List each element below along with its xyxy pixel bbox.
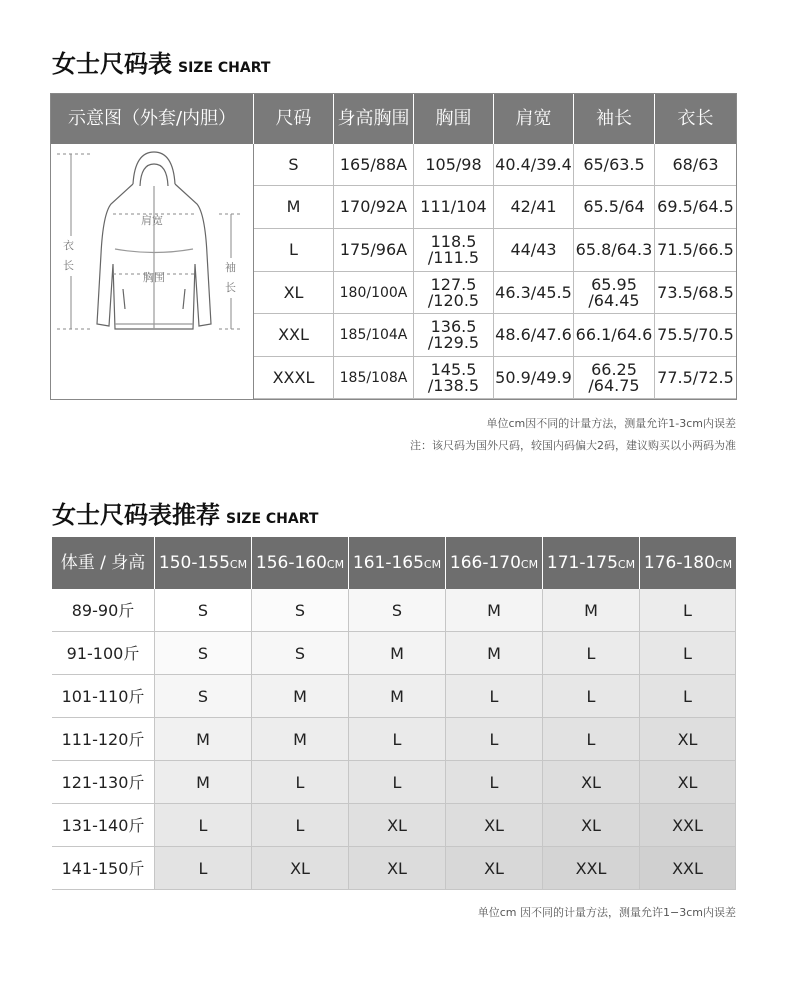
length-label: 衣 长 [63,236,74,276]
size-recommendation-title [52,495,318,530]
header-height-range [252,537,349,589]
header-height-chest: 身高胸围 [334,94,414,144]
weight-label: 91-100斤 [52,632,155,675]
size-cell: 50.9/49.9 [494,357,574,399]
size-cell: 65/63.5 [574,144,655,186]
weight-label: 141-150斤 [52,847,155,890]
table-header-row [52,537,736,589]
size-recommendation-table [52,537,736,889]
recommended-size: S [155,632,252,675]
unit-text: CM [617,558,636,571]
size-cell: 40.4/39.4 [494,144,574,186]
recommended-size: M [446,589,543,632]
size-cell: 145.5 /138.5 [414,357,494,399]
recommended-size: S [252,589,349,632]
weight-label: 101-110斤 [52,675,155,718]
size-cell: 136.5 /129.5 [414,314,494,357]
recommended-size: L [543,718,640,761]
size-cell: 65.8/64.3 [574,229,655,272]
size-cell: 68/63 [655,144,736,186]
size-cell: 165/88A [334,144,414,186]
recommended-size: L [446,675,543,718]
header-height-range [155,537,252,589]
size-cell: L [254,229,334,272]
recommended-size: S [155,675,252,718]
header-diagram: 示意图（外套/内胆） [51,94,254,144]
weight-label: 111-120斤 [52,718,155,761]
size-cell: 73.5/68.5 [655,272,736,314]
size-cell: 77.5/72.5 [655,357,736,399]
recommended-size: M [155,718,252,761]
size-cell: M [254,186,334,229]
size-cell: 180/100A [334,272,414,314]
size-cell: 105/98 [414,144,494,186]
recommended-size: L [155,847,252,890]
header-height-range [640,537,736,589]
recommended-size: L [640,589,736,632]
size-cell: XXL [254,314,334,357]
size-cell: 44/43 [494,229,574,272]
header-height-range [349,537,446,589]
measurement-note: 单位cm因不同的计量方法，测量允许1-3cm内误差 [486,417,736,430]
header-sleeve: 袖长 [574,94,655,144]
recommended-size: XL [349,847,446,890]
jacket-diagram [51,144,254,399]
weight-label: 89-90斤 [52,589,155,632]
size-cell: 71.5/66.5 [655,229,736,272]
size-cell: 46.3/45.5 [494,272,574,314]
recommended-size: L [640,632,736,675]
recommended-size: L [446,761,543,804]
recommended-size: L [640,675,736,718]
recommended-size: L [349,761,446,804]
title-en: SIZE CHART [226,511,319,527]
recommended-size: M [252,675,349,718]
size-cell: S [254,144,334,186]
header-height-range [543,537,640,589]
weight-label: 121-130斤 [52,761,155,804]
recommended-size: XL [446,804,543,847]
header-length: 衣长 [677,108,714,129]
size-cell: 75.5/70.5 [655,314,736,357]
size-cell: 127.5 /120.5 [414,272,494,314]
recommended-size: XXL [640,804,736,847]
height-range-text: 150-155 [158,553,230,573]
recommended-size: XL [640,718,736,761]
unit-text: CM [423,558,442,571]
height-range-text: 161-165 [352,553,424,573]
recommended-size: M [446,632,543,675]
recommended-size: S [252,632,349,675]
header-height-range [446,537,543,589]
recommended-size: L [349,718,446,761]
size-cell: 170/92A [334,186,414,229]
title-text: 女士尺码表推荐 [52,501,220,529]
height-range-text: 171-175 [546,553,618,573]
measurement-note-bottom: 单位cm 因不同的计量方法，测量允许1−3cm内误差 [477,906,736,919]
recommended-size: L [446,718,543,761]
header-chest: 胸围 [414,94,494,144]
unit-text: CM [229,558,248,571]
header-size: 尺码 [254,94,334,144]
recommended-size: S [349,589,446,632]
size-chart-title [52,44,270,79]
recommended-size: XL [349,804,446,847]
size-cell: 66.1/64.6 [574,314,655,357]
size-cell: 175/96A [334,229,414,272]
height-range-text: 176-180 [643,553,715,573]
height-range-text: 156-160 [255,553,327,573]
recommended-size: XXL [543,847,640,890]
recommended-size: L [543,632,640,675]
recommended-size: M [349,675,446,718]
recommended-size: XL [640,761,736,804]
size-cell: 65.5/64 [574,186,655,229]
recommended-size: XXL [640,847,736,890]
size-advice-note: 注：该尺码为国外尺码，较国内码偏大2码，建议购买以小两码为准 [410,439,736,452]
size-cell: 185/108A [334,357,414,399]
unit-text: CM [520,558,539,571]
size-cell: 48.6/47.6 [494,314,574,357]
recommended-size: M [543,589,640,632]
unit-text: CM [714,558,733,571]
unit-text: CM [326,558,345,571]
size-cell: 65.95 /64.45 [574,272,655,314]
recommended-size: M [252,718,349,761]
title-text: 女士尺码表 [52,50,172,78]
size-cell: 118.5 /111.5 [414,229,494,272]
title-en: SIZE CHART [178,60,271,76]
size-chart-table [50,93,737,400]
size-cell: 69.5/64.5 [655,186,736,229]
recommended-size: M [349,632,446,675]
recommended-size: L [543,675,640,718]
size-cell: XL [254,272,334,314]
recommended-size: M [155,761,252,804]
recommended-size: XL [446,847,543,890]
recommended-size: S [155,589,252,632]
weight-label: 131-140斤 [52,804,155,847]
size-cell: 111/104 [414,186,494,229]
recommended-size: L [252,804,349,847]
header-weight-height: 体重 / 身高 [52,537,155,589]
recommended-size: L [252,761,349,804]
sleeve-label: 袖 长 [225,258,236,298]
recommended-size: XL [543,761,640,804]
shoulder-label: 肩宽 [141,214,163,227]
recommended-size: XL [543,804,640,847]
chest-label: 胸围 [143,271,165,284]
recommended-size: XL [252,847,349,890]
table-header-row [51,94,736,144]
size-cell: 42/41 [494,186,574,229]
header-shoulder: 肩宽 [494,94,574,144]
recommended-size: L [155,804,252,847]
size-cell: 185/104A [334,314,414,357]
height-range-text: 166-170 [449,553,521,573]
size-cell: XXXL [254,357,334,399]
size-cell: 66.25 /64.75 [574,357,655,399]
